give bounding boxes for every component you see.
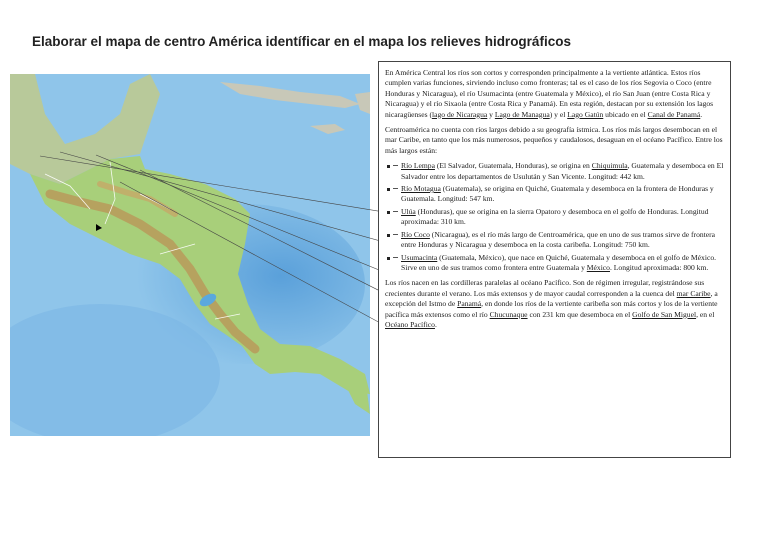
link-mexico[interactable]: México <box>586 262 610 272</box>
link-panama[interactable]: Panamá <box>457 299 482 309</box>
para3-text: , en donde los ríos de la vertiente caribeña son más cortos y los de la vertiente pacífica más extensos como el río <box>385 299 718 319</box>
river-text: (Guatemala, México), que nace en Quiché, Guatemala y desemboca en el golfo de México. Sirve en uno de sus tramos como frontera entre Guatemala y <box>401 252 717 272</box>
para3-text: con 231 km que desemboca en el <box>527 309 633 319</box>
intro-text: En América Central los ríos son cortos y corresponden principalmente a la vertiente atlántica. Estos ríos cumplen varias funciones, sirviendo incluso como fronteras; tal es el caso de los ríos Segovia o Coco (entre Honduras y Nicaragua), el río Usumacinta (entre Guatemala y México), el río San Juan (entre Costa Rica y Nicaragua) y el río Sixaola (entre Costa Rica y Panamá). En esta región, destacan por su extensión los lagos nicaragüenses ( <box>385 68 714 119</box>
intro-text: y <box>487 109 495 119</box>
link-lago-managua[interactable]: Lago de Managua <box>494 109 550 119</box>
list-item <box>385 253 724 274</box>
para-2: Centroamérica no cuenta con ríos largos debido a su geografía ístmica. Los ríos más largos desembocan en el mar Caribe, en tanto que los más numerosos, pequeños y caudalosos, desaguan en el océano Pacífico. Entre los más largos están: <box>385 125 723 155</box>
link-rio-coco[interactable]: Río Coco <box>401 229 430 239</box>
list-item <box>385 207 724 228</box>
para3-text: , en el <box>696 309 715 319</box>
river-text: (El Salvador, Guatemala, Honduras), se origina en <box>434 161 592 171</box>
para3-text: , a excepción del Istmo de <box>385 288 718 309</box>
river-text: (Honduras), que se origina en la sierra Opatoro y desemboca en el golfo de Honduras. Longitud aproximada: 310 km. <box>401 206 709 227</box>
river-text: , Guatemala y desemboca en El Salvador entre los departamentos de Usulután y San Vicente. Longitud: 442 km. <box>401 161 724 181</box>
river-text: (Nicaragua), es el río más largo de Centroamérica, que en uno de sus tramos sirve de frontera entre Honduras y Nicaragua y desemboca en la costa caribeña. Longitud: 750 km. <box>401 229 716 250</box>
para-3 <box>385 278 724 330</box>
link-golfo-san-miguel[interactable]: Golfo de San Miguel <box>632 309 697 319</box>
list-item <box>385 184 724 205</box>
intro-text: . <box>700 109 703 119</box>
map-svg <box>10 74 370 436</box>
intro-text: ) y el <box>549 109 568 119</box>
rivers-list <box>385 161 724 273</box>
para3-text: . <box>434 319 437 329</box>
link-usumacinta[interactable]: Usumacinta <box>401 252 438 262</box>
link-rio-lempa[interactable]: Río Lempa <box>401 161 435 171</box>
link-ulua[interactable]: Ulúa <box>401 206 416 216</box>
river-text: . Longitud aproximada: 800 km. <box>609 262 709 272</box>
link-rio-motagua[interactable]: Río Motagua <box>401 184 441 194</box>
intro-text: ubicado en el <box>603 109 648 119</box>
central-america-map <box>10 74 370 436</box>
river-text: (Guatemala), se origina en Quiché, Guatemala y desemboca en la frontera de Honduras y Guatemala. Longitud: 547 km. <box>401 184 714 204</box>
intro-paragraph <box>385 68 724 120</box>
link-chiquimula[interactable]: Chiquimula <box>591 161 628 171</box>
para3-text: Los ríos nacen en las cordilleras paralelas al océano Pacífico. Son de régimen irregular, registrándose sus crecientes durante el verano. Los más extensos y de mayor caudal corresponden a la cuenca del <box>385 278 705 298</box>
page-title: Elaborar el mapa de centro América identíficar en el mapa los relieves hidrográficos <box>32 34 571 49</box>
link-oceano-pacifico[interactable]: Océano Pacífico <box>385 319 435 329</box>
link-canal-panama[interactable]: Canal de Panamá <box>647 109 701 119</box>
link-lago-gatun[interactable]: Lago Gatún <box>567 109 604 119</box>
list-item <box>385 161 724 182</box>
list-item <box>385 230 724 251</box>
link-chucunaque[interactable]: Chucunaque <box>489 309 528 319</box>
link-mar-caribe[interactable]: mar Caribe <box>676 288 711 298</box>
link-lago-nicaragua[interactable]: lago de Nicaragua <box>432 109 488 119</box>
text-box <box>378 61 731 458</box>
